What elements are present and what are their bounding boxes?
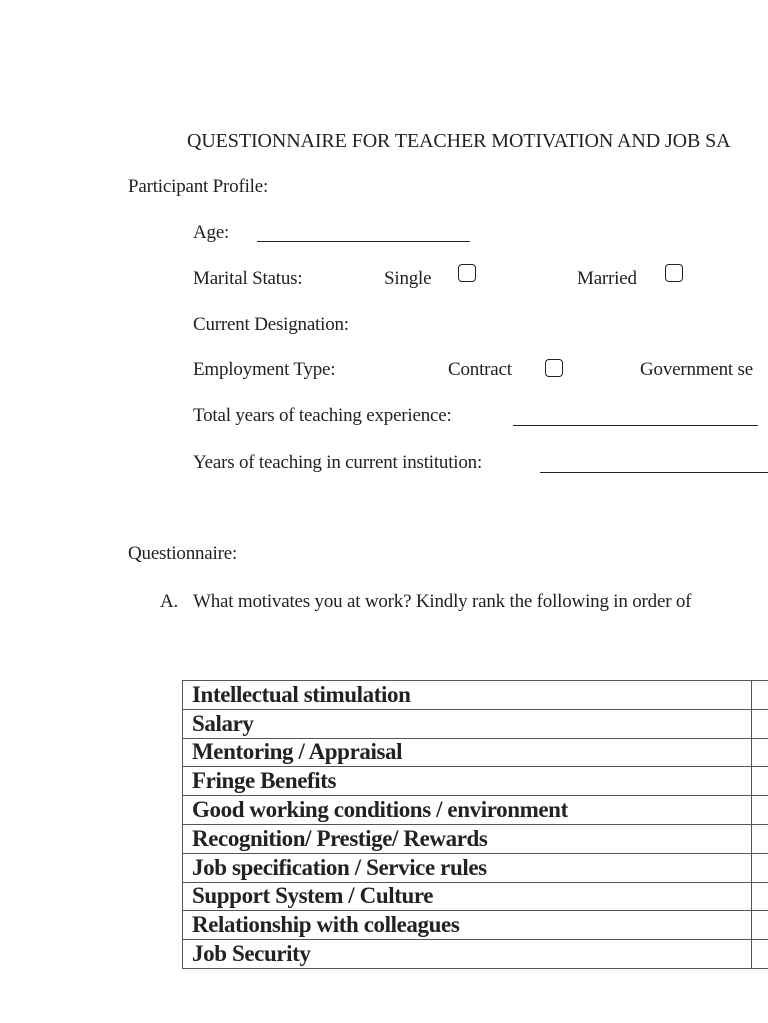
question-a-marker: A. [160, 591, 179, 612]
current-designation-label: Current Designation: [193, 314, 349, 335]
participant-profile-heading: Participant Profile: [128, 176, 269, 197]
table-row [183, 738, 768, 767]
table-row [183, 709, 768, 738]
table-row [183, 681, 768, 710]
rank-cell[interactable] [752, 824, 768, 853]
factor-colleague-relationship: Relationship with colleagues [183, 911, 752, 940]
rank-cell[interactable] [752, 853, 768, 882]
contract-checkbox[interactable] [545, 359, 563, 377]
factor-fringe-benefits: Fringe Benefits [183, 767, 752, 796]
factor-intellectual-stimulation: Intellectual stimulation [183, 681, 752, 710]
rank-cell[interactable] [752, 767, 768, 796]
factor-mentoring-appraisal: Mentoring / Appraisal [183, 738, 752, 767]
factor-salary: Salary [183, 709, 752, 738]
age-label: Age: [193, 222, 230, 243]
factor-support-system: Support System / Culture [183, 882, 752, 911]
question-a-text: What motivates you at work? Kindly rank the following in order of [193, 591, 692, 612]
rank-cell[interactable] [752, 709, 768, 738]
document-title: QUESTIONNAIRE FOR TEACHER MOTIVATION AND JOB SA [187, 130, 731, 152]
current-institution-years-blank-line[interactable] [540, 472, 768, 473]
motivation-ranking-table [182, 680, 768, 969]
factor-job-specification: Job specification / Service rules [183, 853, 752, 882]
total-years-label: Total years of teaching experience: [193, 405, 452, 426]
table-row [183, 796, 768, 825]
rank-cell[interactable] [752, 796, 768, 825]
employment-option-contract: Contract [448, 359, 512, 380]
table-row [183, 882, 768, 911]
marital-option-married: Married [577, 268, 637, 289]
table-row [183, 940, 768, 969]
rank-cell[interactable] [752, 738, 768, 767]
rank-cell[interactable] [752, 911, 768, 940]
married-checkbox[interactable] [665, 264, 683, 282]
total-years-blank-line[interactable] [513, 425, 758, 426]
factor-recognition: Recognition/ Prestige/ Rewards [183, 824, 752, 853]
factor-working-conditions: Good working conditions / environment [183, 796, 752, 825]
factor-job-security: Job Security [183, 940, 752, 969]
employment-option-government: Government se [640, 359, 753, 380]
rank-cell[interactable] [752, 940, 768, 969]
single-checkbox[interactable] [458, 264, 476, 282]
questionnaire-heading: Questionnaire: [128, 543, 238, 564]
rank-cell[interactable] [752, 681, 768, 710]
employment-type-label: Employment Type: [193, 359, 336, 380]
table-row [183, 824, 768, 853]
marital-status-label: Marital Status: [193, 268, 303, 289]
marital-option-single: Single [384, 268, 432, 289]
table-row [183, 767, 768, 796]
table-row [183, 853, 768, 882]
current-institution-years-label: Years of teaching in current institution: [193, 452, 483, 473]
table-row [183, 911, 768, 940]
age-blank-line[interactable] [257, 241, 470, 242]
rank-cell[interactable] [752, 882, 768, 911]
